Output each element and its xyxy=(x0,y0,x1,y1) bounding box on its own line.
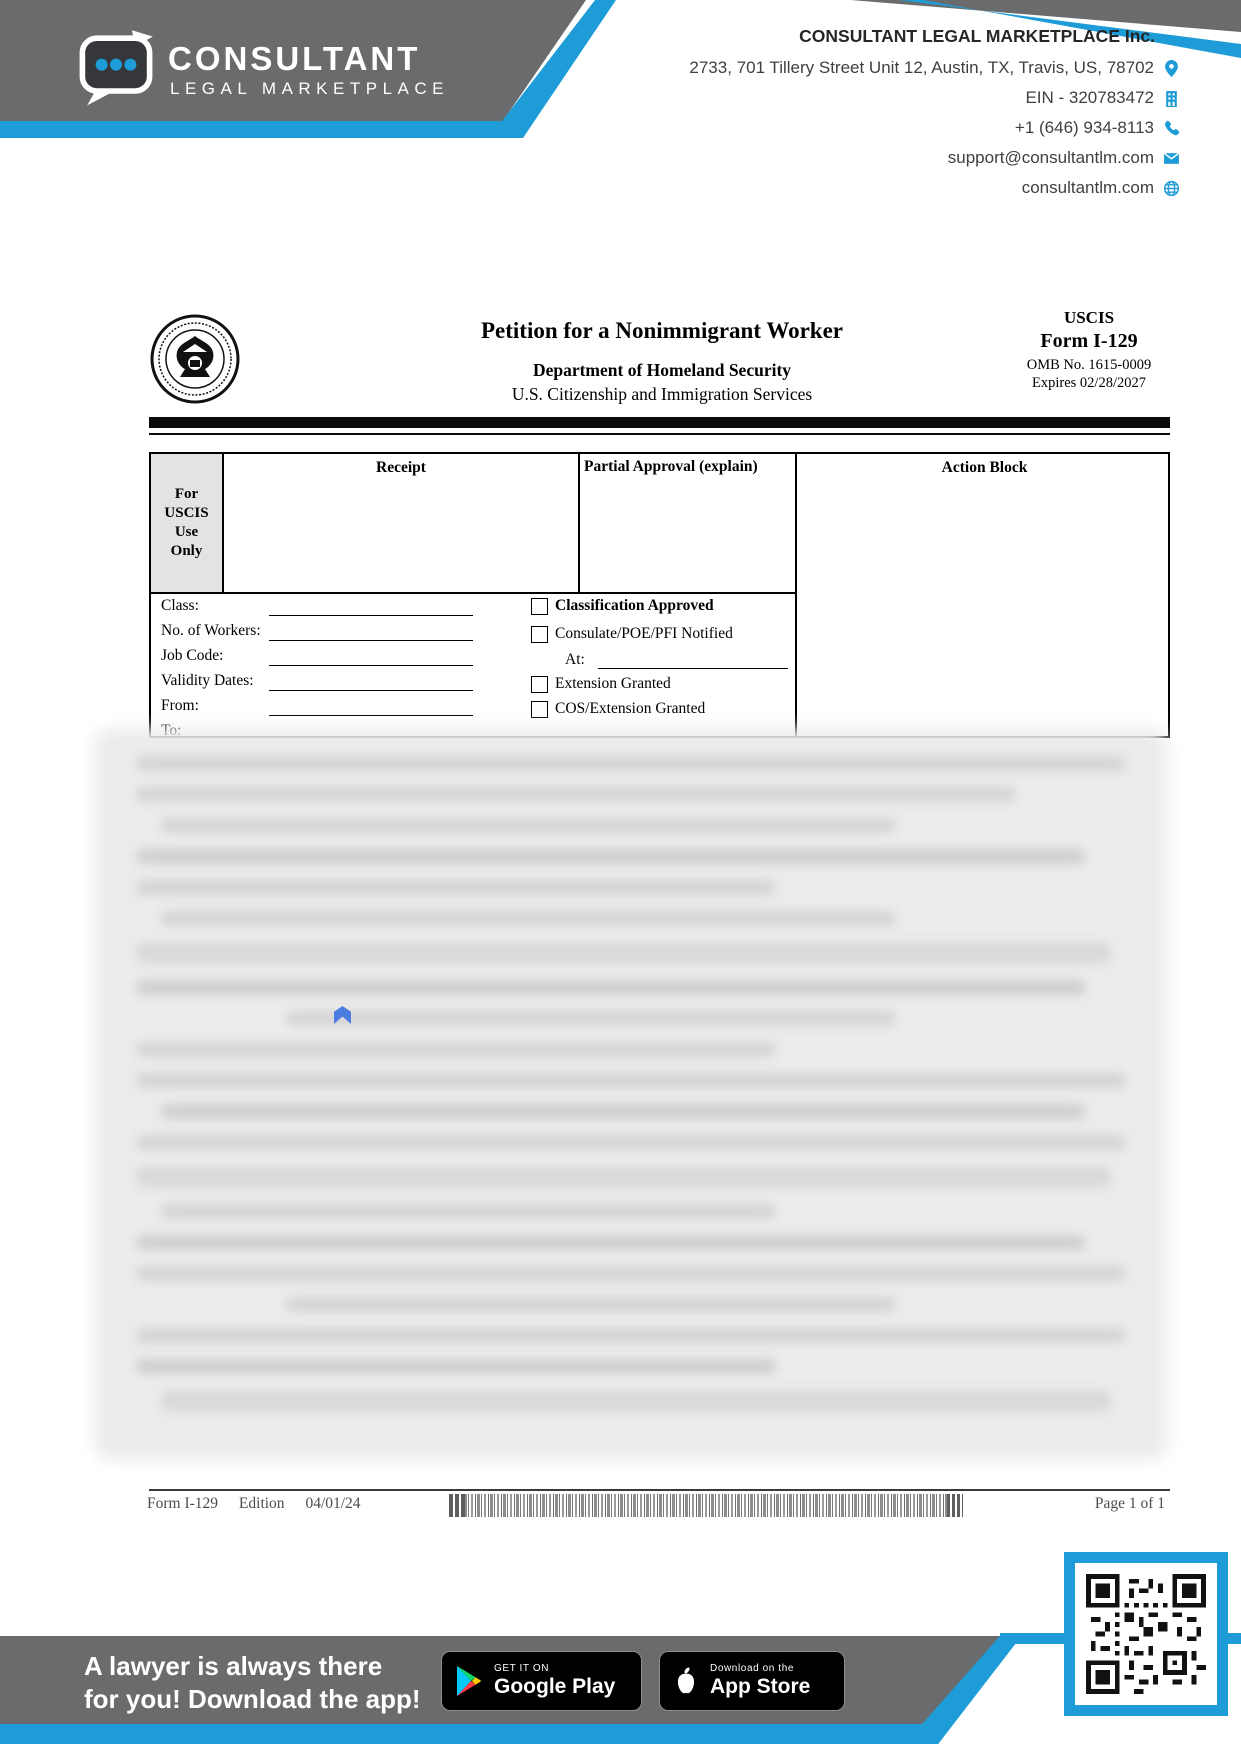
blurred-text-line xyxy=(161,1204,776,1219)
field-label-class: Class: xyxy=(161,597,199,614)
logo-tagline: LEGAL MARKETPLACE xyxy=(170,79,449,98)
footer-rule xyxy=(149,1489,1170,1491)
phone-icon xyxy=(1163,120,1180,137)
blurred-text-line xyxy=(136,1135,1126,1150)
field-label-workers: No. of Workers: xyxy=(161,622,261,639)
blurred-text-line xyxy=(286,1297,896,1312)
table-divider xyxy=(151,592,797,594)
mail-icon xyxy=(1163,150,1180,167)
form-agency: U.S. Citizenship and Immigration Services xyxy=(511,384,813,404)
use-only-line: USCIS xyxy=(164,505,209,521)
checkbox xyxy=(531,701,548,718)
google-play-icon xyxy=(455,1665,483,1697)
app-store-tagline: Download on the xyxy=(710,1663,795,1674)
footer-edition-date: 04/01/24 xyxy=(305,1495,361,1512)
checkbox xyxy=(531,598,548,615)
google-play-tagline: GET IT ON xyxy=(494,1663,550,1674)
address-text: 2733, 701 Tillery Street Unit 12, Austin, TX, Travis, US, 78702 xyxy=(689,58,1154,77)
blurred-text-line xyxy=(136,1266,1126,1281)
checkbox-label: Classification Approved xyxy=(555,597,714,614)
blurred-text-line xyxy=(136,1328,1126,1343)
blurred-text-line xyxy=(136,1042,776,1057)
table-divider xyxy=(578,454,580,592)
blurred-text-line xyxy=(136,756,1126,771)
google-play-name: Google Play xyxy=(494,1675,616,1698)
blurred-text-line xyxy=(136,849,1086,864)
field-label-to: To: xyxy=(161,722,182,739)
receipt-column-header: Receipt xyxy=(376,459,426,476)
blurred-text-line xyxy=(286,1011,896,1026)
blurred-text-line xyxy=(136,787,1016,802)
email-text: support@consultantlm.com xyxy=(947,148,1154,167)
expiration-date: Expires 02/28/2027 xyxy=(1032,375,1146,391)
blurred-text-line xyxy=(136,1235,1086,1250)
app-banner-line2: for you! Download the app! xyxy=(84,1684,421,1714)
field-blank-line xyxy=(269,722,473,741)
location-pin-icon xyxy=(1163,60,1180,77)
at-blank-line xyxy=(598,651,788,669)
at-label: At: xyxy=(565,651,585,668)
blurred-text-line xyxy=(136,1359,776,1374)
blurred-text-line xyxy=(161,911,896,926)
form-number-block xyxy=(1000,308,1178,392)
footer-form-info xyxy=(147,1495,378,1513)
use-only-line: Only xyxy=(170,543,203,559)
google-play-badge xyxy=(441,1651,642,1711)
blurred-text-line xyxy=(136,1166,1111,1188)
logo-wordmark: CONSULTANT xyxy=(168,40,421,77)
checkbox-row xyxy=(531,675,671,693)
blurred-text-line xyxy=(161,1104,1086,1119)
phone-text: +1 (646) 934-8113 xyxy=(1014,118,1154,137)
page-number: Page 1 of 1 xyxy=(1094,1495,1165,1512)
dhs-seal-icon xyxy=(150,314,240,404)
company-logo-icon xyxy=(76,26,156,108)
checkbox-label: COS/Extension Granted xyxy=(555,700,706,717)
checkbox-row xyxy=(531,625,733,643)
partial-approval-column-header: Partial Approval (explain) xyxy=(584,458,758,475)
footer-barcode xyxy=(449,1494,963,1517)
form-number: Form I-129 xyxy=(1040,330,1138,352)
field-blank-line xyxy=(269,597,473,616)
blurred-text-line xyxy=(136,880,776,895)
letterhead-contact-block xyxy=(689,26,1180,208)
blurred-text-line xyxy=(161,818,896,833)
blurred-text-line xyxy=(136,980,1086,995)
field-label-from: From: xyxy=(161,697,199,714)
checkbox-row xyxy=(531,700,705,718)
uscis-use-only-table xyxy=(149,452,1170,738)
blurred-text-line xyxy=(136,942,1111,964)
agency-short: USCIS xyxy=(1063,308,1115,327)
company-email-line xyxy=(689,148,1180,168)
company-phone-line xyxy=(689,118,1180,138)
website-text: consultantlm.com xyxy=(1021,178,1154,197)
blurred-text-line xyxy=(136,1073,1126,1088)
app-store-name: App Store xyxy=(710,1675,811,1698)
header-rule-thick xyxy=(149,417,1170,428)
app-store-badge xyxy=(659,1651,845,1711)
checkbox-row xyxy=(531,597,714,615)
apple-icon xyxy=(673,1666,699,1696)
header-rule-thin xyxy=(149,433,1170,435)
ein-text: EIN - 320783472 xyxy=(1025,88,1154,107)
app-banner-line1: A lawyer is always there xyxy=(84,1651,383,1681)
field-blank-line xyxy=(269,672,473,691)
qr-code xyxy=(1064,1552,1228,1716)
company-ein-line xyxy=(689,88,1180,108)
for-uscis-use-only-cell xyxy=(151,454,222,592)
footer-edition-label: Edition xyxy=(238,1495,285,1512)
blurred-text-line xyxy=(161,1390,1111,1412)
omb-number: OMB No. 1615-0009 xyxy=(1026,357,1152,373)
globe-icon xyxy=(1163,180,1180,197)
use-only-line: Use xyxy=(174,524,199,540)
field-blank-line xyxy=(269,647,473,666)
action-block-column-header: Action Block xyxy=(941,459,1028,476)
use-only-line: For xyxy=(174,486,199,502)
checkbox-label: Consulate/POE/PFI Notified xyxy=(555,625,733,642)
form-department: Department of Homeland Security xyxy=(532,360,792,380)
form-title: Petition for a Nonimmigrant Worker xyxy=(481,318,843,343)
building-icon xyxy=(1163,90,1180,107)
company-name: CONSULTANT LEGAL MARKETPLACE Inc. xyxy=(799,26,1155,46)
app-banner-message xyxy=(84,1650,454,1716)
company-website-line xyxy=(689,178,1180,198)
footer-form-id: Form I-129 xyxy=(147,1495,219,1512)
field-label-validity: Validity Dates: xyxy=(161,672,254,689)
checkbox xyxy=(531,626,548,643)
checkbox-label: Extension Granted xyxy=(555,675,671,692)
field-blank-line xyxy=(269,622,473,641)
field-label-jobcode: Job Code: xyxy=(161,647,224,664)
company-address-line xyxy=(689,58,1180,78)
table-divider xyxy=(795,454,797,736)
checkbox xyxy=(531,676,548,693)
blurred-form-content xyxy=(106,740,1156,1448)
field-blank-line xyxy=(269,697,473,716)
